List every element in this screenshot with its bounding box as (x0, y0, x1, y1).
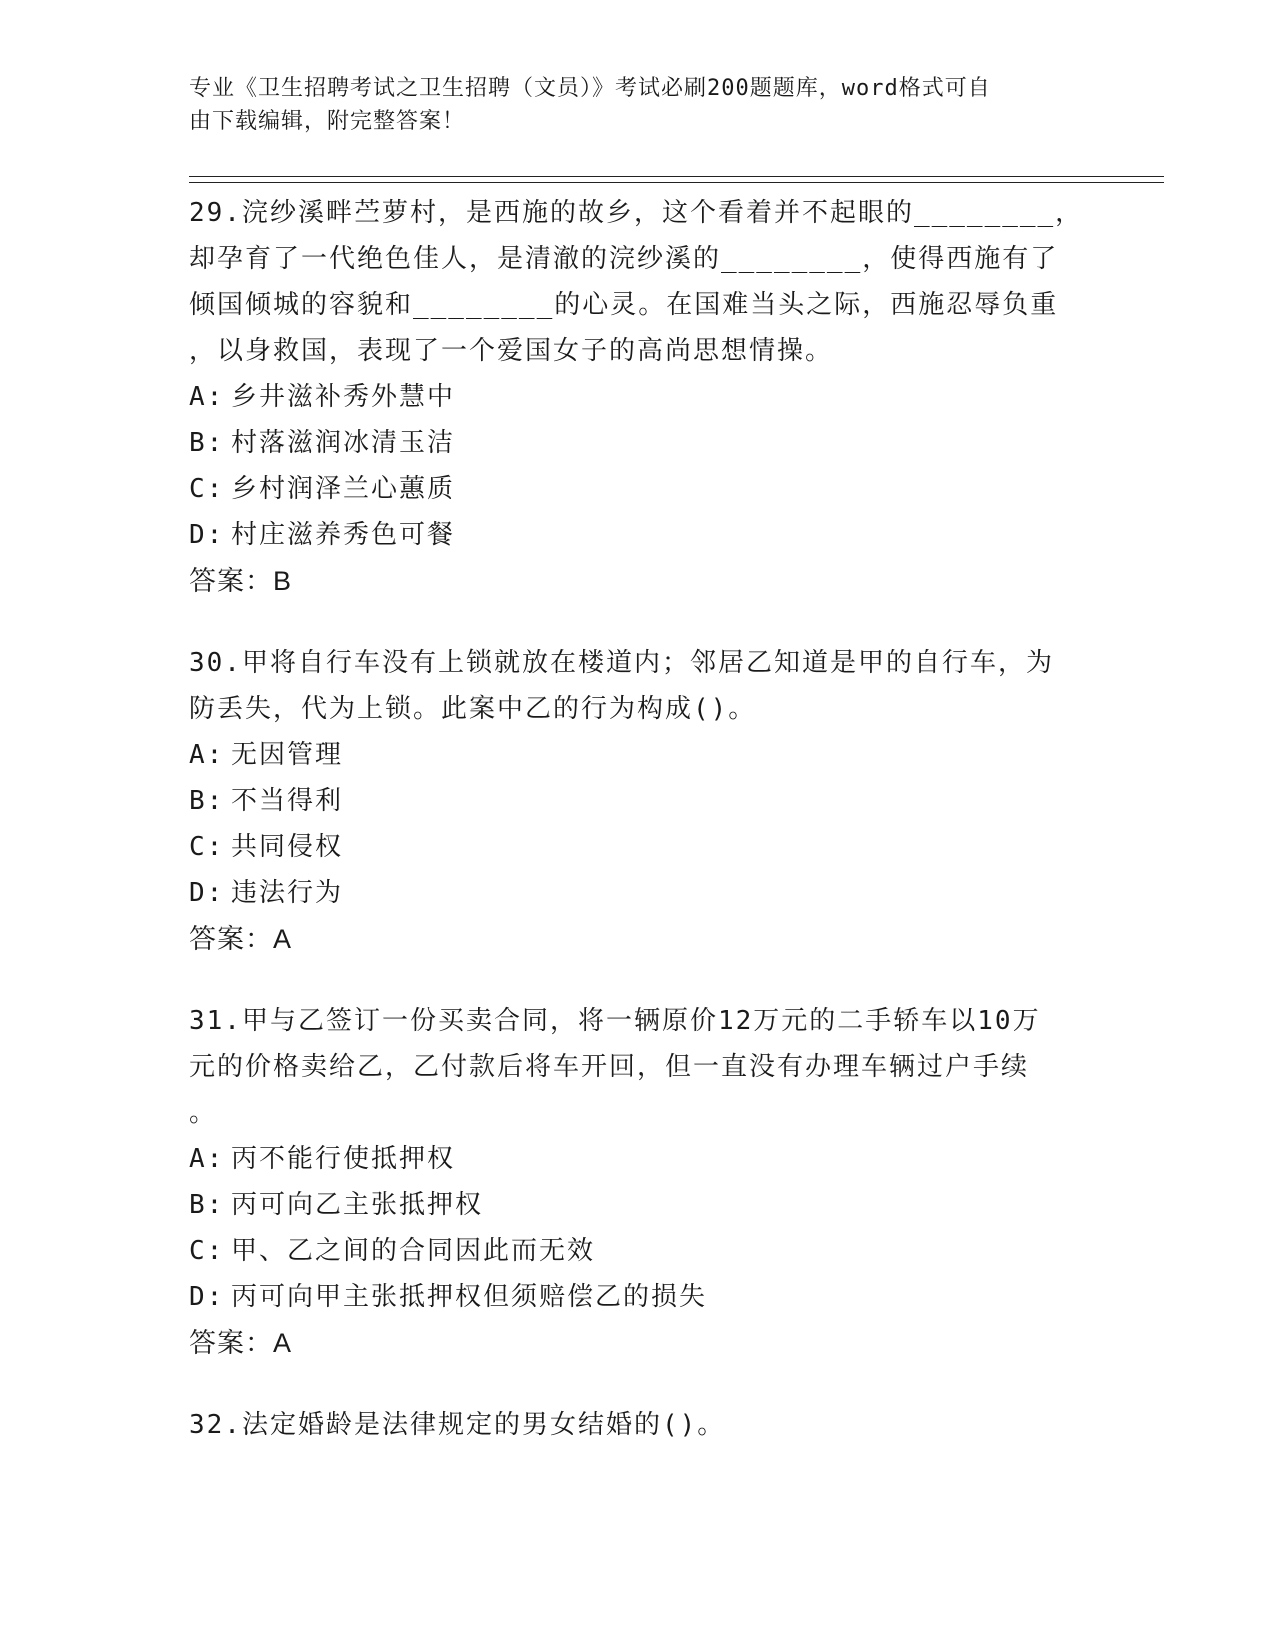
option-text: 共同侵权 (231, 832, 344, 862)
question-stem-line: 31.甲与乙签订一份买卖合同，将一辆原价12万元的二手轿车以10万 (189, 1006, 1041, 1036)
header-divider-top (189, 176, 1164, 177)
answer-option (189, 824, 1089, 870)
question-stem-line: 倾国倾城的容貌和________的心灵。在国难当头之际，西施忍辱负重 (189, 290, 1059, 320)
option-text: 乡井滋补秀外慧中 (231, 382, 456, 412)
header-line-1: 专业《卫生招聘考试之卫生招聘（文员）》考试必刷200题题库，word格式可自 (189, 76, 991, 101)
answer-option (189, 732, 1089, 778)
option-text: 丙可向甲主张抵押权但须赔偿乙的损失 (231, 1282, 708, 1312)
option-text: 乡村润泽兰心蕙质 (231, 474, 456, 504)
document-header (189, 72, 1069, 138)
option-text: 违法行为 (231, 878, 344, 908)
answer-option (189, 1274, 1089, 1320)
answer-key: 答案：A (189, 924, 293, 954)
answer-option (189, 512, 1089, 558)
answer-option (189, 1182, 1089, 1228)
question-block (189, 1402, 1089, 1448)
option-letter: C: (189, 1236, 225, 1266)
question-stem-line: 元的价格卖给乙，乙付款后将车开回，但一直没有办理车辆过户手续 (189, 1052, 1030, 1082)
question-stem-line: ，以身救国，表现了一个爱国女子的高尚思想情操。 (189, 336, 834, 366)
option-letter: B: (189, 1190, 225, 1220)
header-line-2: 由下载编辑，附完整答案！ (189, 109, 466, 134)
question-stem-line: 32.法定婚龄是法律规定的男女结婚的()。 (189, 1410, 726, 1440)
option-text: 丙不能行使抵押权 (231, 1144, 456, 1174)
question-stem-line: 却孕育了一代绝色佳人，是清澈的浣纱溪的________，使得西施有了 (189, 244, 1059, 274)
option-letter: A: (189, 740, 225, 770)
question-stem-line: 29.浣纱溪畔苎萝村，是西施的故乡，这个看着并不起眼的________， (189, 198, 1084, 228)
option-letter: D: (189, 1282, 225, 1312)
option-letter: B: (189, 428, 225, 458)
option-text: 丙可向乙主张抵押权 (231, 1190, 484, 1220)
question-stem-line: 30.甲将自行车没有上锁就放在楼道内；邻居乙知道是甲的自行车，为 (189, 648, 1054, 678)
answer-option (189, 420, 1089, 466)
option-text: 村落滋润冰清玉洁 (231, 428, 456, 458)
option-letter: D: (189, 520, 225, 550)
question-stem-line: 防丢失，代为上锁。此案中乙的行为构成()。 (189, 694, 757, 724)
answer-option (189, 870, 1089, 916)
header-divider-bottom (189, 182, 1164, 183)
option-letter: C: (189, 474, 225, 504)
option-text: 村庄滋养秀色可餐 (231, 520, 456, 550)
question-stem-line: 。 (189, 1098, 218, 1128)
option-letter: D: (189, 878, 225, 908)
answer-option (189, 778, 1089, 824)
question-list (189, 190, 1089, 1484)
answer-key: 答案：A (189, 1328, 293, 1358)
option-text: 不当得利 (231, 786, 344, 816)
option-letter: B: (189, 786, 225, 816)
option-letter: A: (189, 382, 225, 412)
option-text: 甲、乙之间的合同因此而无效 (231, 1236, 596, 1266)
question-block (189, 190, 1089, 604)
option-letter: C: (189, 832, 225, 862)
answer-option (189, 374, 1089, 420)
question-block (189, 998, 1089, 1366)
answer-option (189, 1136, 1089, 1182)
answer-option (189, 1228, 1089, 1274)
option-text: 无因管理 (231, 740, 344, 770)
answer-option (189, 466, 1089, 512)
option-letter: A: (189, 1144, 225, 1174)
question-block (189, 640, 1089, 962)
answer-key: 答案：B (189, 566, 293, 596)
